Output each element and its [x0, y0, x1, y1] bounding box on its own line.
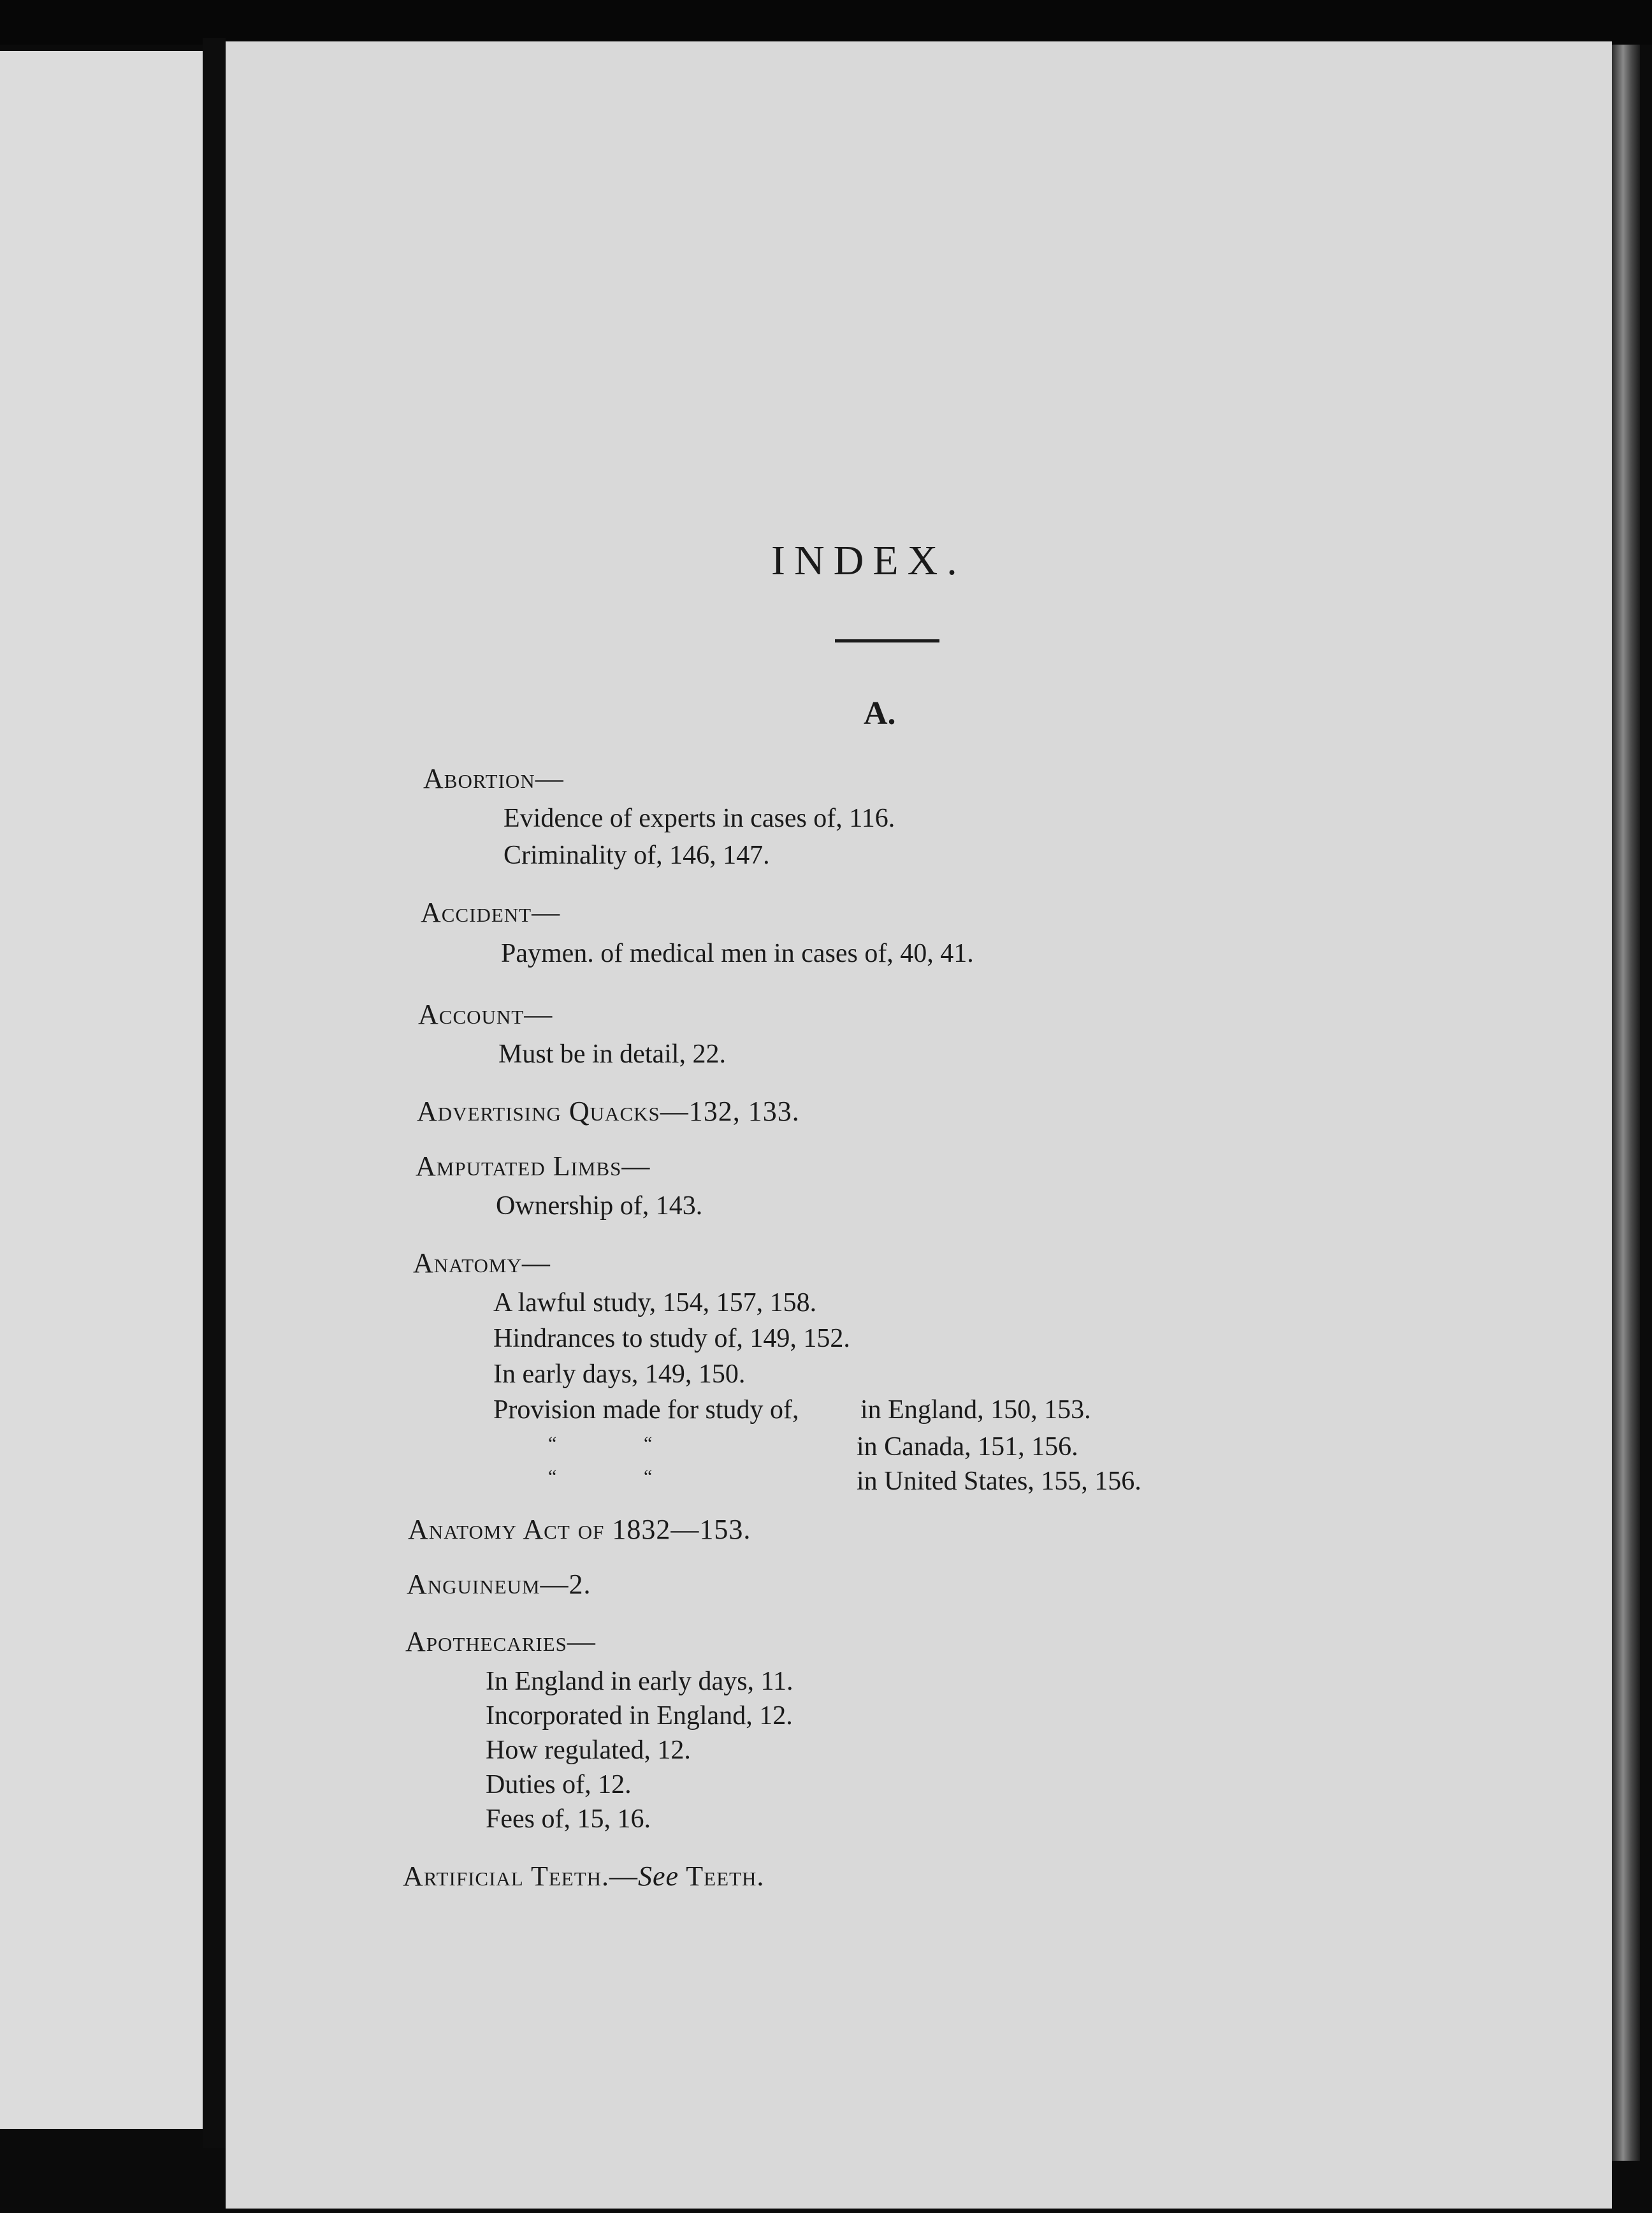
entry-heading: Anguineum—2. — [407, 1569, 591, 1600]
entry-subitem: A lawful study, 154, 157, 158. — [493, 1288, 817, 1317]
entry-heading: Anatomy Act of 1832—153. — [408, 1514, 751, 1545]
ditto-mark: “ — [548, 1433, 557, 1454]
entry-subitem-place: in England, 150, 153. — [860, 1395, 1091, 1425]
page-title: INDEX. — [771, 537, 966, 584]
entry-heading: Abortion— — [423, 763, 564, 794]
entry-subitem: Fees of, 15, 16. — [486, 1804, 651, 1834]
entry-heading: Apothecaries— — [405, 1626, 596, 1657]
entry-heading: Anatomy— — [413, 1247, 551, 1279]
entry-subitem: Provision made for study of, — [493, 1395, 799, 1425]
entry-subitem: Paymen. of medical men in cases of, 40, 41. — [501, 939, 974, 968]
entry-subitem: How regulated, 12. — [486, 1736, 691, 1765]
entry-heading-text: Artificial Teeth.— — [403, 1861, 639, 1892]
section-letter: A. — [864, 695, 896, 732]
entry-subitem: Hindrances to study of, 149, 152. — [493, 1324, 850, 1353]
entry-subitem: Duties of, 12. — [486, 1770, 632, 1799]
entry-subitem-place: in United States, 155, 156. — [857, 1467, 1141, 1496]
entry-heading: Account— — [418, 999, 553, 1030]
entry-heading — [403, 1860, 764, 1892]
entry-subitem: In England in early days, 11. — [486, 1667, 793, 1696]
ditto-mark: “ — [548, 1466, 557, 1487]
entry-heading: Accident— — [421, 897, 561, 928]
entry-heading: Advertising Quacks—132, 133. — [417, 1096, 800, 1127]
entry-subitem: Must be in detail, 22. — [498, 1040, 726, 1069]
entry-subitem-place: in Canada, 151, 156. — [857, 1432, 1078, 1462]
entry-subitem: Ownership of, 143. — [496, 1191, 703, 1221]
entry-subitem: In early days, 149, 150. — [493, 1360, 746, 1389]
ditto-mark: “ — [644, 1466, 653, 1487]
see-reference: See — [638, 1861, 679, 1892]
entry-heading: Amputated Limbs— — [416, 1150, 651, 1182]
entry-subitem: Incorporated in England, 12. — [486, 1701, 793, 1730]
ditto-mark: “ — [644, 1433, 653, 1454]
entry-subitem: Evidence of experts in cases of, 116. — [504, 804, 895, 833]
entry-subitem: Criminality of, 146, 147. — [504, 841, 770, 870]
cross-reference-target: Teeth. — [686, 1861, 765, 1892]
